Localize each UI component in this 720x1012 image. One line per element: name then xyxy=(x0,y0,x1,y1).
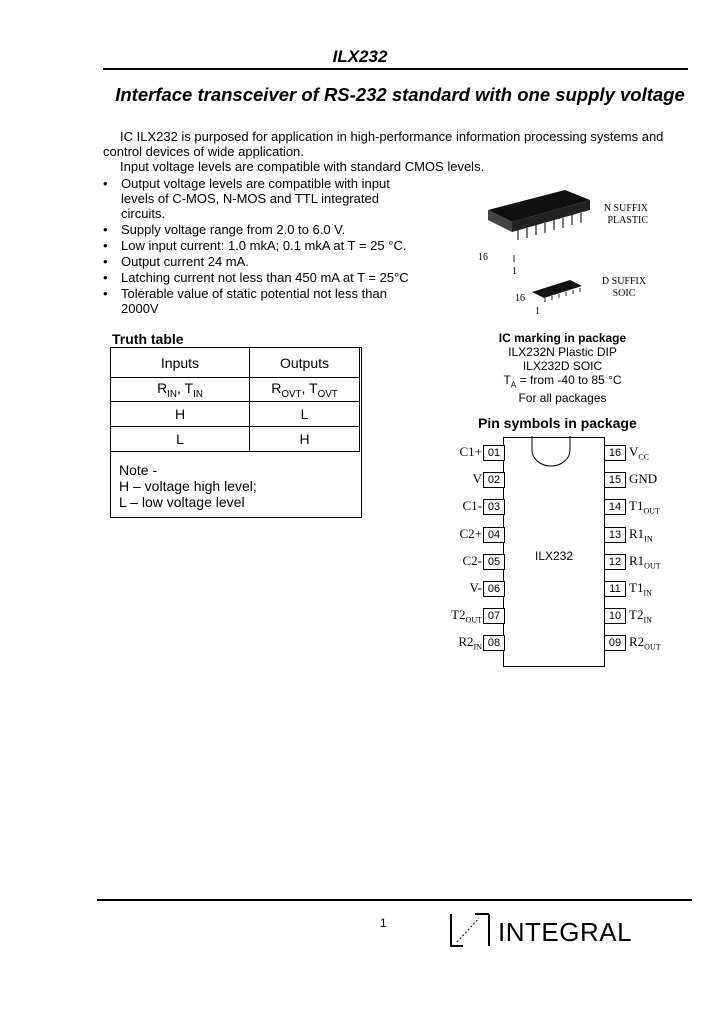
bullet-dot: • xyxy=(103,270,108,285)
bullet-dot: • xyxy=(103,176,108,191)
marking-line: ILX232N Plastic DIP xyxy=(508,345,617,359)
pin-signal-name: GND xyxy=(629,471,658,487)
table-cell: H xyxy=(111,402,250,427)
pin-number: 15 xyxy=(604,472,626,488)
marking-temperature: $T_A$ = from -40 to 85 °C xyxy=(503,373,622,390)
pin-signal-name: $T1_{OUT}$ xyxy=(629,498,660,516)
document-header-title: ILX232 xyxy=(332,47,388,66)
pin-signal-name: C1+ xyxy=(459,444,482,459)
pin-number: 11 xyxy=(604,581,626,597)
note-line: H – voltage high level; xyxy=(119,478,257,494)
n-type-text: PLASTIC xyxy=(607,215,648,226)
pin-signal-name: $T1_{IN}$ xyxy=(629,580,652,598)
bullet-dot: • xyxy=(103,238,108,253)
intro-line-1: IC ILX232 is purposed for application in high-performance information processing systems and xyxy=(120,129,664,144)
bullet-text: Low input current: 1.0 mkA; 0.1 mkA at T = 25 °C. xyxy=(121,238,407,253)
page-number: 1 xyxy=(380,916,387,930)
pin-signal-name: $V_{CC}$ xyxy=(629,444,650,462)
pin-symbols-title: Pin symbols in package xyxy=(478,415,637,431)
n-suffix-label xyxy=(598,203,648,227)
d-suffix-text: D SUFFIX xyxy=(601,276,647,287)
footer-rule xyxy=(97,899,692,901)
bullet-dot: • xyxy=(103,254,108,269)
bullet-static-potential xyxy=(103,286,387,316)
marking-line: For all packages xyxy=(518,391,607,406)
soic-pin1-label: 1 xyxy=(535,306,540,317)
ic-marking-title: IC marking in package xyxy=(498,331,627,345)
bullet-text: Tolerable value of static potential not less than xyxy=(121,286,387,301)
pin-signal-name: V xyxy=(472,471,482,487)
integral-logo-icon xyxy=(449,912,491,948)
bullet-text: Output current 24 mA. xyxy=(121,254,249,269)
bullet-text: Supply voltage range from 2.0 to 6.0 V. xyxy=(121,222,346,237)
table-row xyxy=(111,402,360,427)
soic-pin16-label: 16 xyxy=(515,293,525,304)
truth-table-header-row xyxy=(111,348,360,378)
header-rule xyxy=(103,68,688,70)
table-cell: L xyxy=(250,402,360,427)
pin-number: 12 xyxy=(604,554,626,570)
col-outputs: Outputs xyxy=(250,348,360,378)
pin-number: 09 xyxy=(604,635,626,651)
pin-number: 16 xyxy=(604,445,626,461)
main-title: Interface transceiver of RS-232 standard with one supply voltage xyxy=(115,84,685,105)
pin-number: 01 xyxy=(483,445,505,461)
pin-number: 06 xyxy=(483,581,505,597)
pin-signal-name: C1- xyxy=(462,498,482,514)
pin-signal-name: $R1_{IN}$ xyxy=(629,525,653,544)
truth-table xyxy=(110,347,360,452)
pin-number: 02 xyxy=(483,472,505,488)
output-signals: $R_{OVT}$, $T_{OVT}$ xyxy=(250,378,360,402)
pin-number: 05 xyxy=(483,554,505,570)
pin-signal-name: C2+ xyxy=(459,525,482,541)
input-signals: $R_{IN}$, $T_{IN}$ xyxy=(111,378,250,402)
note-title: Note - xyxy=(119,462,158,478)
d-suffix-label xyxy=(598,276,650,300)
bullet-text: levels of C-MOS, N-MOS and TTL integrated xyxy=(121,191,379,206)
table-row xyxy=(111,427,360,452)
bullet-output-levels xyxy=(103,176,451,221)
pin-signal-name: $T2_{IN}$ xyxy=(629,607,652,625)
bullet-dot: • xyxy=(103,222,108,237)
bullet-latching-current xyxy=(103,270,409,285)
bullet-supply-voltage xyxy=(103,222,346,237)
bullet-text: Output voltage levels are compatible with input xyxy=(121,176,390,191)
chip-notch xyxy=(530,436,572,468)
truth-table-signal-row xyxy=(111,378,360,402)
pin-signal-name: V- xyxy=(469,580,482,595)
truth-table-frame xyxy=(110,347,362,518)
bullet-dot: • xyxy=(103,286,108,301)
pin-number: 07 xyxy=(483,608,505,624)
pin-signal-name: C2- xyxy=(462,552,482,568)
bullet-input-current xyxy=(103,238,407,253)
pin-signal-name: $T2_{OUT}$ xyxy=(451,607,482,625)
dip-pin1-label: 1 xyxy=(512,266,517,277)
intro-line-2: control devices of wide application. xyxy=(103,144,304,159)
bullet-text: 2000V xyxy=(121,301,159,316)
bullet-text: circuits. xyxy=(121,206,166,221)
dip-pin16-label: 16 xyxy=(478,252,488,263)
truth-table-title: Truth table xyxy=(112,331,184,347)
table-cell: H xyxy=(250,427,360,452)
marking-line: ILX232D SOIC xyxy=(522,359,603,373)
intro-line-3: Input voltage levels are compatible with standard CMOS levels. xyxy=(120,159,485,174)
integral-brand: INTEGRAL xyxy=(498,917,633,947)
chip-label: ILX232 xyxy=(535,549,574,563)
soic-top xyxy=(532,280,582,298)
note-line: L – low voltage level xyxy=(119,494,245,510)
table-cell: L xyxy=(111,427,250,452)
pin-signal-name: $R1_{OUT}$ xyxy=(629,552,661,571)
pin-number: 10 xyxy=(604,608,626,624)
pin-number: 08 xyxy=(483,635,505,651)
col-inputs: Inputs xyxy=(111,348,250,378)
pin-number: 04 xyxy=(483,527,505,543)
pin-signal-name: $R2_{IN}$ xyxy=(458,634,482,652)
pin-signal-name: $R2_{OUT}$ xyxy=(629,634,661,652)
pin-number: 14 xyxy=(604,499,626,515)
pin-number: 03 xyxy=(483,499,505,515)
ic-marking-block xyxy=(470,331,655,405)
bullet-output-current xyxy=(103,254,249,269)
truth-table-note xyxy=(119,462,257,510)
pin-number: 13 xyxy=(604,527,626,543)
bullet-text: Latching current not less than 450 mA at T = 25°C xyxy=(121,270,409,285)
n-suffix-text: N SUFFIX xyxy=(603,203,648,214)
d-type-text: SOIC xyxy=(612,288,636,299)
